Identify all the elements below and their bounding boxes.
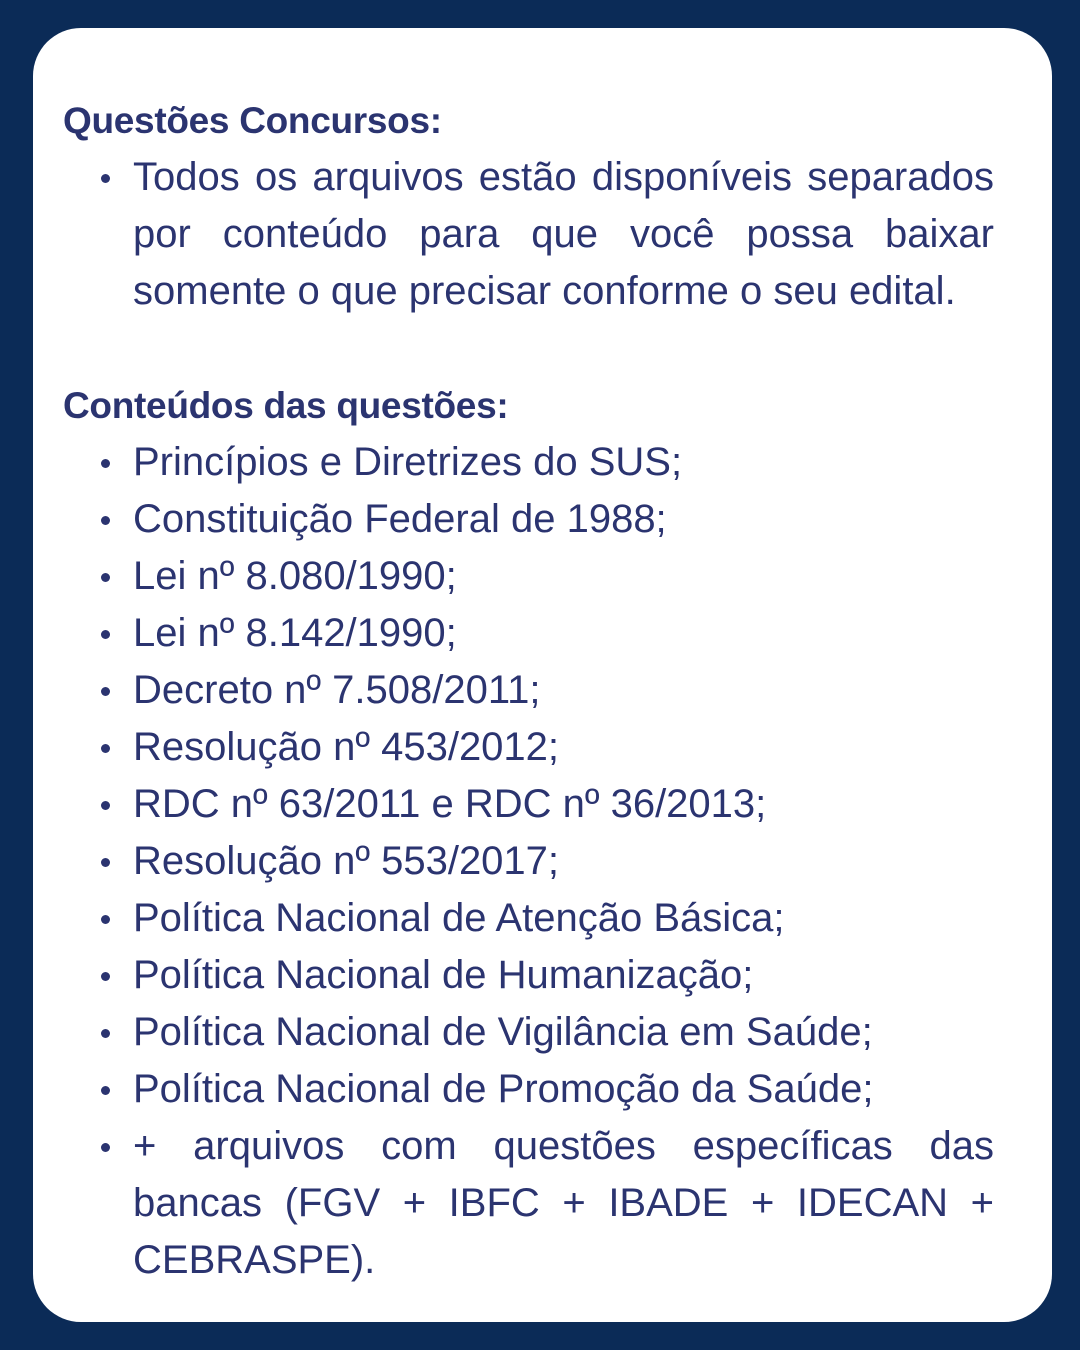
list-item-text: Constituição Federal de 1988; [133,497,667,541]
conteudos-list [63,434,994,1289]
list-item [63,605,994,662]
list-item [63,1004,994,1061]
bullet-icon [101,744,110,753]
list-item [63,548,994,605]
bullet-icon [101,858,110,867]
list-item [63,1118,994,1289]
list-item [63,833,994,890]
list-item-text: + arquivos com questões específicas das bancas (FGV + IBFC + IBADE + IDECAN + CEBRASPE). [133,1124,994,1282]
list-item-text: Lei nº 8.142/1990; [133,611,457,655]
bullet-icon [101,1086,110,1095]
questoes-concursos-list [63,149,994,320]
bullet-icon [101,573,110,582]
list-item-text: Política Nacional de Vigilância em Saúde; [133,1010,873,1054]
bullet-icon [101,630,110,639]
section-heading-conteudos: Conteúdos das questões: [63,385,509,426]
bullet-icon [101,915,110,924]
list-item-text: RDC nº 63/2011 e RDC nº 36/2013; [133,782,767,826]
bullet-icon [101,459,110,468]
bullet-icon [101,174,110,183]
list-item [63,776,994,833]
content-card [33,28,1052,1322]
list-item-text: Política Nacional de Humanização; [133,953,754,997]
list-item [63,434,994,491]
list-item-text: Resolução nº 553/2017; [133,839,560,883]
list-item [63,947,994,1004]
list-item [63,1061,994,1118]
list-item-text: Princípios e Diretrizes do SUS; [133,440,683,484]
bullet-icon [101,516,110,525]
list-item [63,719,994,776]
list-item [63,890,994,947]
section-heading-questoes-concursos: Questões Concursos: [63,100,442,141]
bullet-icon [101,972,110,981]
bullet-icon [101,1029,110,1038]
bullet-icon [101,801,110,810]
list-item [63,491,994,548]
list-item-text: Resolução nº 453/2012; [133,725,560,769]
list-item-text: Decreto nº 7.508/2011; [133,668,541,712]
list-item [63,662,994,719]
bullet-icon [101,1143,110,1152]
list-item-text: Política Nacional de Promoção da Saúde; [133,1067,874,1111]
list-item [63,149,994,320]
list-item-text: Todos os arquivos estão disponíveis separados por conteúdo para que você possa baixar somente o que precisar conforme o seu edital. [133,155,994,313]
list-item-text: Política Nacional de Atenção Básica; [133,896,785,940]
list-item-text: Lei nº 8.080/1990; [133,554,457,598]
bullet-icon [101,687,110,696]
